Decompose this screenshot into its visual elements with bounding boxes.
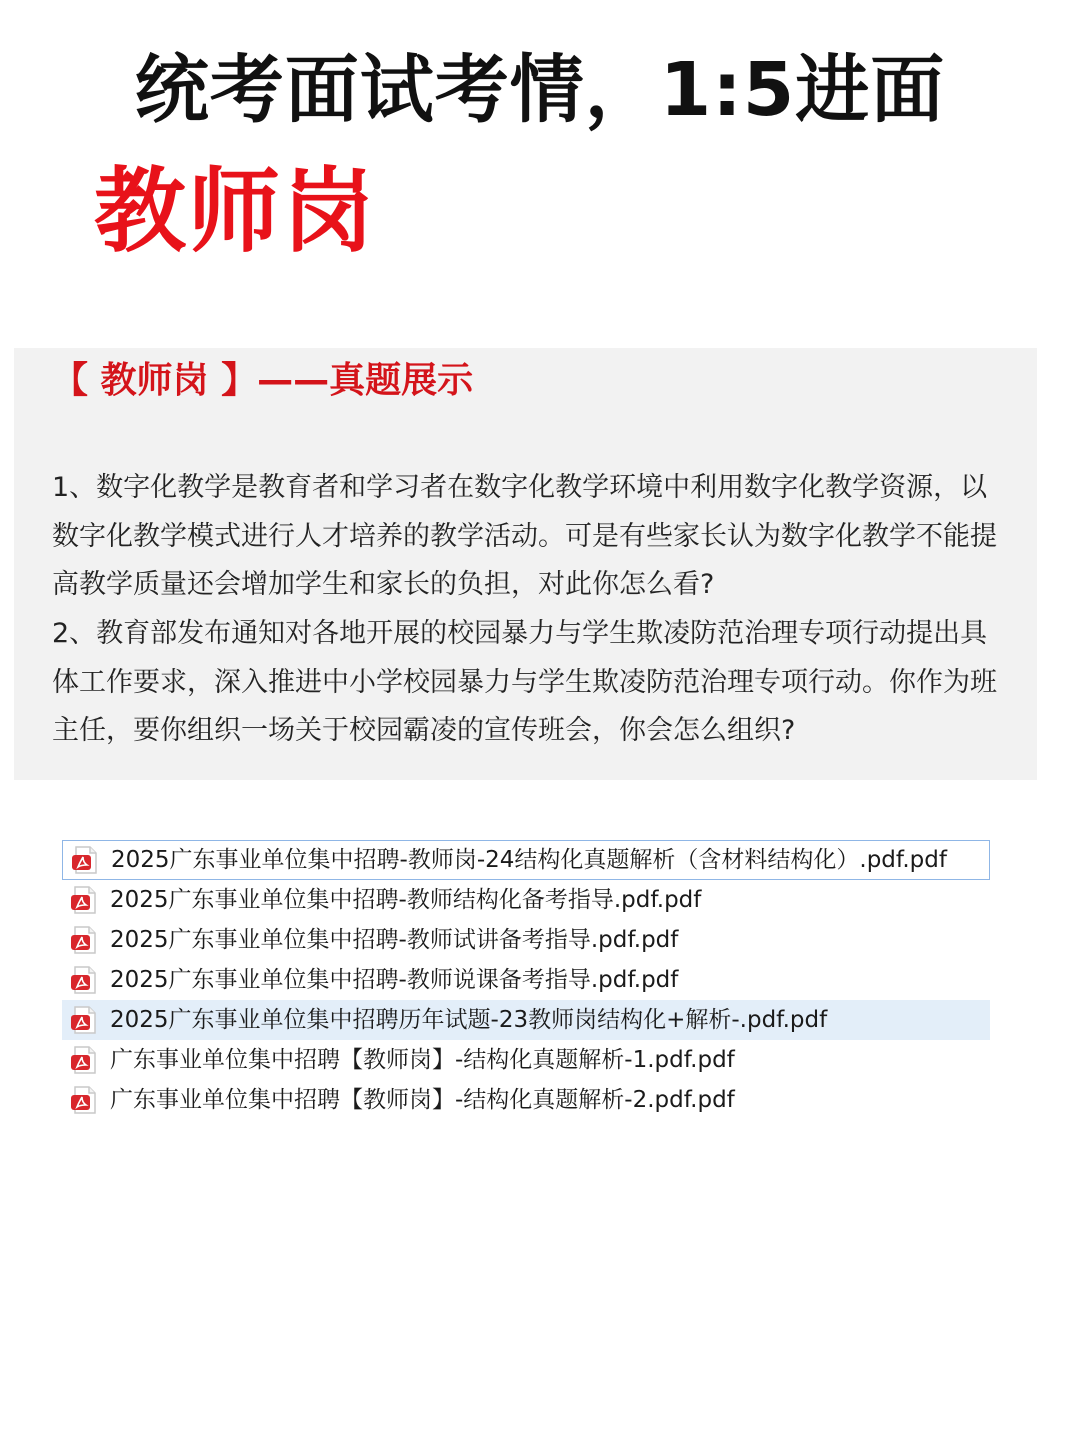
file-row[interactable] (62, 1000, 990, 1040)
file-name: 2025广东事业单位集中招聘-教师说课备考指导.pdf.pdf (110, 967, 679, 993)
headline-title: 统考面试考情，1:5进面 (134, 47, 946, 133)
file-list (62, 840, 990, 1120)
panel-title: 【 教师岗 】——真题展示 (52, 360, 474, 401)
pdf-icon (70, 1085, 100, 1115)
question-panel (14, 348, 1037, 780)
file-row[interactable] (62, 840, 990, 880)
pdf-icon (70, 885, 100, 915)
file-name: 2025广东事业单位集中招聘-教师试讲备考指导.pdf.pdf (110, 927, 679, 953)
subheadline-role: 教师岗 (94, 158, 377, 265)
pdf-icon (71, 845, 101, 875)
question-2: 2、教育部发布通知对各地开展的校园暴力与学生欺凌防范治理专项行动提出具体工作要求，深入推进中小学校园暴力与学生欺凌防范治理专项行动。你作为班主任，要你组织一场关于校园霸凌的宣传班会，你会怎么组织? (52, 618, 997, 746)
file-row[interactable] (62, 920, 990, 960)
pdf-icon (70, 925, 100, 955)
pdf-icon (70, 965, 100, 995)
file-name: 2025广东事业单位集中招聘-教师结构化备考指导.pdf.pdf (110, 887, 702, 913)
file-row[interactable] (62, 880, 990, 920)
file-name: 广东事业单位集中招聘【教师岗】-结构化真题解析-2.pdf.pdf (110, 1087, 735, 1113)
file-name: 2025广东事业单位集中招聘-教师岗-24结构化真题解析（含材料结构化）.pdf.pdf (111, 847, 947, 873)
file-name: 2025广东事业单位集中招聘历年试题-23教师岗结构化+解析-.pdf.pdf (110, 1007, 828, 1033)
question-1: 1、数字化教学是教育者和学习者在数字化教学环境中利用数字化教学资源，以数字化教学模式进行人才培养的教学活动。可是有些家长认为数字化教学不能提高教学质量还会增加学生和家长的负担，对此你怎么看? (52, 472, 997, 600)
file-row[interactable] (62, 1080, 990, 1120)
file-row[interactable] (62, 1040, 990, 1080)
pdf-icon (70, 1005, 100, 1035)
pdf-icon (70, 1045, 100, 1075)
file-row[interactable] (62, 960, 990, 1000)
file-name: 广东事业单位集中招聘【教师岗】-结构化真题解析-1.pdf.pdf (110, 1047, 735, 1073)
